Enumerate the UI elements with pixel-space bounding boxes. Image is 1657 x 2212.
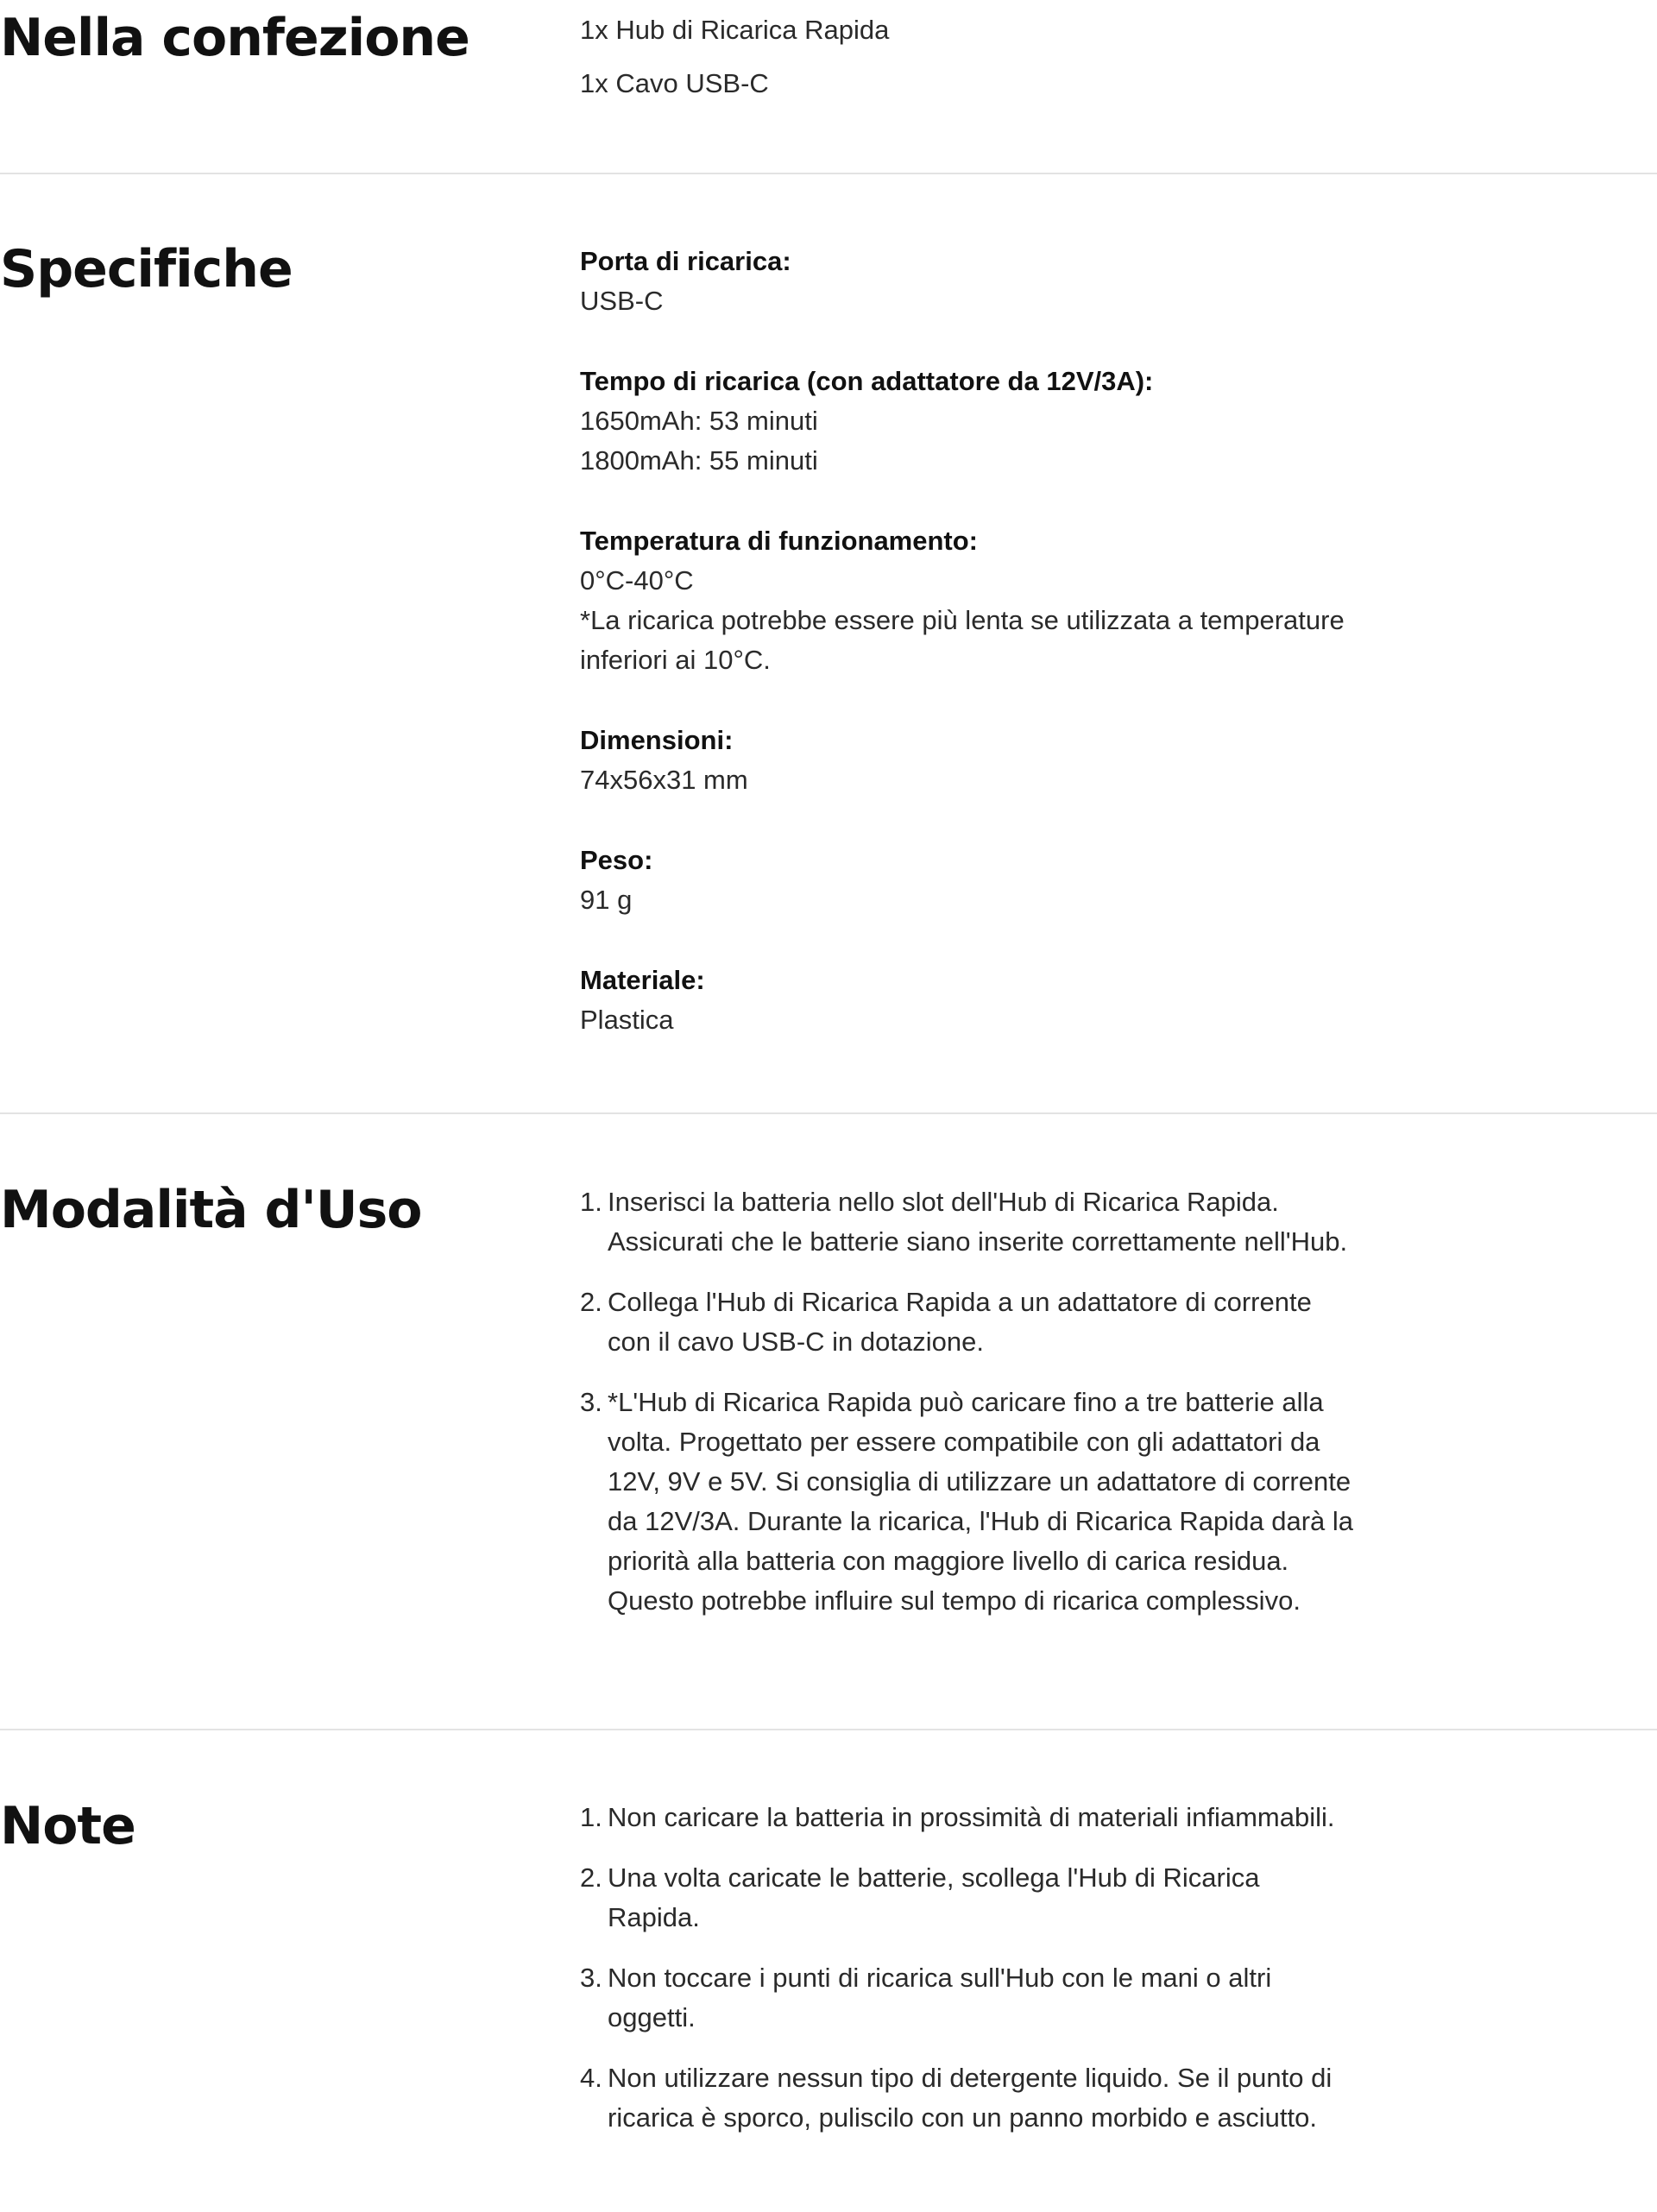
step-text: *L'Hub di Ricarica Rapida può caricare fino a tre batterie alla volta. Progettato per essere compatibile con gli adattatori da 12V, 9V e 5V. Si consiglia di utilizzare un adattatore di corrente da 12V/3A. Durante la ricarica, l'Hub di Ricarica Rapida darà la priorità alla batteria con maggiore livello di carica residua. Questo potrebbe influire sul tempo di ricarica complessivo. [608, 1387, 1354, 1616]
spec-label: Materiale: [580, 965, 705, 995]
box-item-hub: 1x Hub di Ricarica Rapida [580, 15, 890, 45]
spec-value: Plastica [580, 1005, 674, 1035]
list-item [580, 2058, 1389, 2138]
spec-value: 91 g [580, 885, 633, 915]
specs-list [580, 242, 1374, 1081]
step-number: 1. [580, 1187, 602, 1217]
spec-charging-time [580, 362, 1374, 481]
note-text: Non caricare la batteria in prossimità di materiali infiammabili. [608, 1802, 1335, 1832]
spec-label: Peso: [580, 845, 653, 875]
note-text: Non utilizzare nessun tipo di detergente liquido. Se il punto di ricarica è sporco, puliscilo con un panno morbido e asciutto. [608, 2063, 1333, 2133]
step-number: 3. [580, 1387, 602, 1417]
specs-title: Specifiche [0, 239, 293, 299]
spec-value: USB-C [580, 286, 664, 316]
spec-value: 74x56x31 mm [580, 765, 748, 795]
note-number: 4. [580, 2063, 602, 2093]
list-item [580, 1798, 1400, 1837]
list-item [580, 1383, 1361, 1621]
usage-title: Modalità d'Uso [0, 1180, 422, 1240]
notes-list [580, 1798, 1400, 2158]
note-text: Una volta caricate le batterie, scollega l'Hub di Ricarica Rapida. [608, 1862, 1260, 1932]
list-item [580, 1858, 1281, 1938]
spec-label: Temperatura di funzionamento: [580, 526, 979, 556]
note-number: 1. [580, 1802, 602, 1832]
step-number: 2. [580, 1287, 602, 1317]
step-text: Inserisci la batteria nello slot dell'Hub di Ricarica Rapida. Assicurati che le batterie siano inserite correttamente nell'Hub. [608, 1187, 1348, 1257]
spec-label: Porta di ricarica: [580, 246, 791, 276]
usage-steps [580, 1182, 1361, 1642]
in-the-box-title: Nella confezione [0, 8, 469, 68]
list-item [580, 1182, 1361, 1262]
spec-label: Tempo di ricarica (con adattatore da 12V/3A): [580, 366, 1154, 396]
spec-value: 0°C-40°C *La ricarica potrebbe essere più lenta se utilizzata a temperature inferiori ai 10°C. [580, 565, 1345, 675]
spec-label: Dimensioni: [580, 725, 734, 755]
spec-value: 1650mAh: 53 minuti 1800mAh: 55 minuti [580, 406, 818, 476]
notes-title: Note [0, 1796, 135, 1856]
spec-charging-port [580, 242, 1374, 321]
list-item [580, 1282, 1361, 1362]
section-divider [0, 1729, 1657, 1730]
spec-dimensions [580, 721, 1374, 800]
list-item [580, 1958, 1337, 2038]
note-number: 2. [580, 1862, 602, 1893]
in-the-box-list [580, 10, 1374, 117]
box-item-cable: 1x Cavo USB-C [580, 68, 769, 98]
spec-operating-temperature [580, 521, 1374, 680]
spec-material [580, 961, 1374, 1040]
step-text: Collega l'Hub di Ricarica Rapida a un adattatore di corrente con il cavo USB-C in dotazione. [608, 1287, 1312, 1357]
note-text: Non toccare i punti di ricarica sull'Hub con le mani o altri oggetti. [608, 1963, 1272, 2032]
section-divider [0, 173, 1657, 174]
section-divider [0, 1112, 1657, 1114]
note-number: 3. [580, 1963, 602, 1993]
spec-weight [580, 841, 1374, 920]
